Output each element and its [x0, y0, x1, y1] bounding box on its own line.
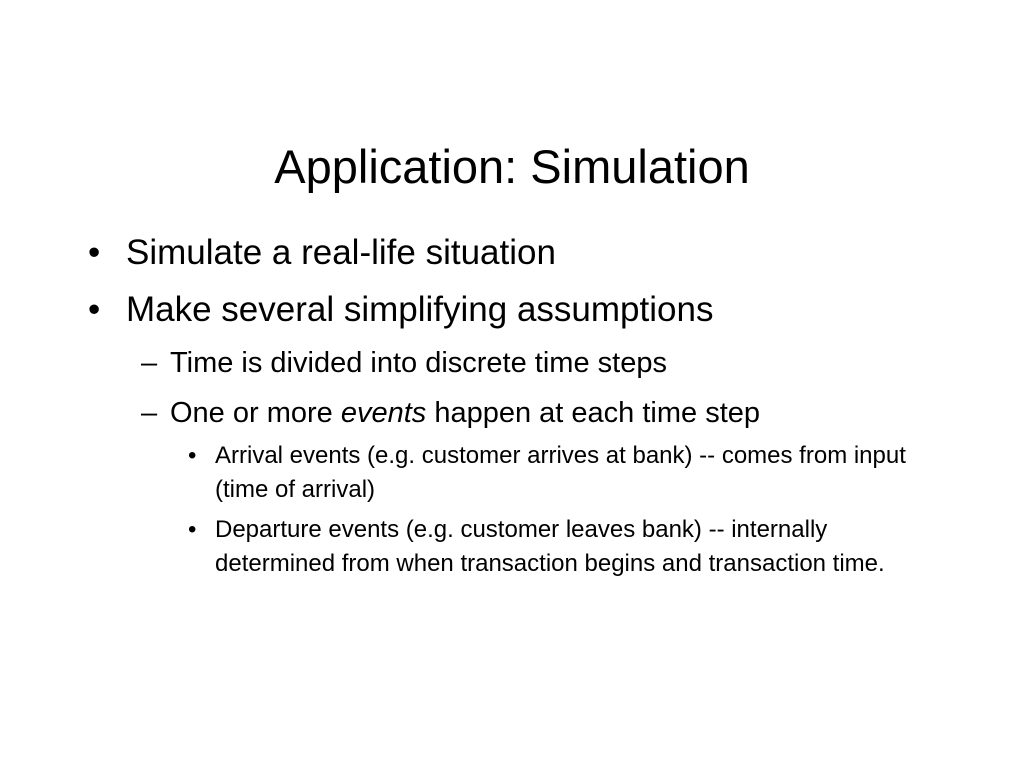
bullet-marker: •	[88, 233, 101, 272]
slide-title: Application: Simulation	[274, 140, 750, 194]
bullet-marker: •	[188, 516, 197, 543]
emphasis-events: events	[340, 397, 427, 429]
bullet-text: Time is divided into discrete time steps	[170, 347, 667, 379]
bullet-marker: •	[88, 290, 101, 329]
bullet-text: Departure events (e.g. customer leaves bank) -- internally determined from when transaction begins and transaction time.	[215, 516, 885, 577]
bullet-text: Make several simplifying assumptions	[126, 290, 714, 329]
text-before: One or more	[170, 397, 341, 429]
bullet-text	[170, 395, 760, 431]
bullet-marker: •	[188, 442, 197, 469]
bullet-text: Arrival events (e.g. customer arrives at bank) -- comes from input (time of arrival)	[215, 442, 906, 503]
dash-marker: –	[141, 397, 158, 429]
text-after: happen at each time step	[426, 397, 761, 429]
bullet-text: Simulate a real-life situation	[126, 233, 556, 272]
dash-marker: –	[141, 347, 158, 379]
